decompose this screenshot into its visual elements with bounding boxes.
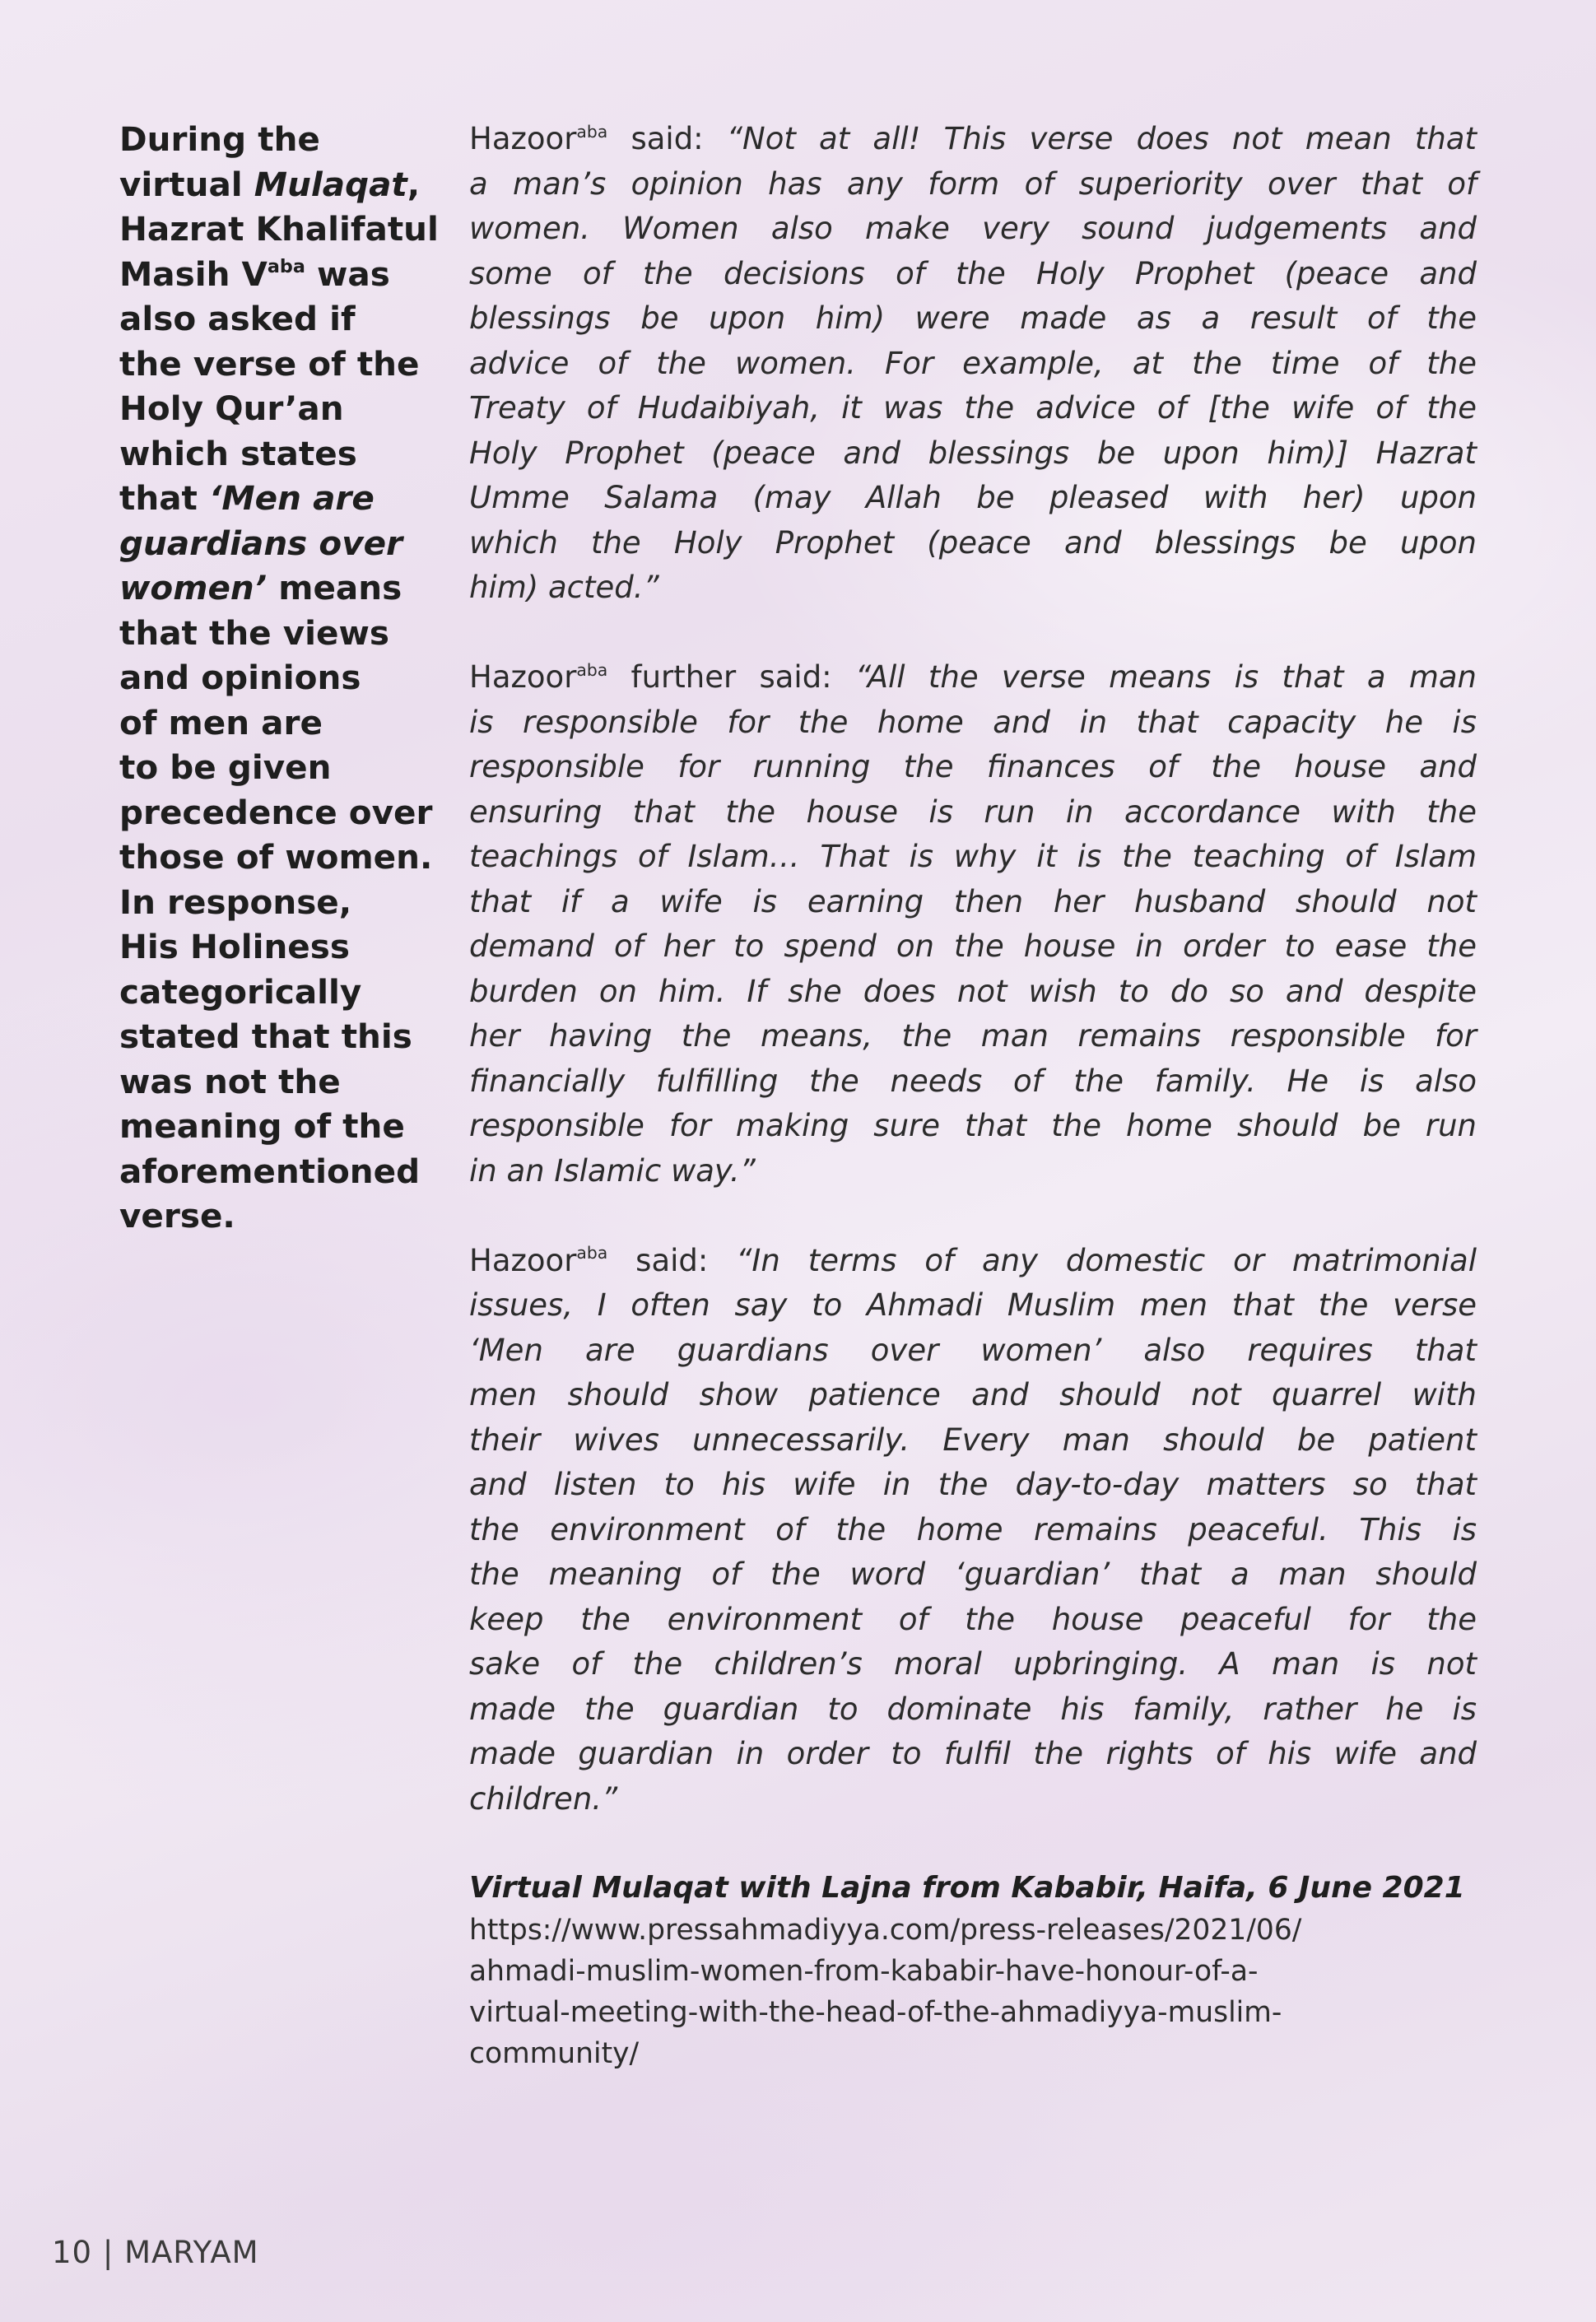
sidebar-line: the verse of the bbox=[119, 343, 420, 384]
sidebar-line: was not the bbox=[119, 1061, 341, 1101]
sidebar-line: and opinions bbox=[119, 658, 361, 697]
speaker-verb: further said: bbox=[607, 659, 855, 695]
sidebar-line: Holy Qur’an bbox=[119, 389, 344, 428]
paragraph-line: him) acted.” bbox=[469, 570, 659, 605]
paragraph-line: Hazoor$^{aba}$ said: “Not at all! This verse does not mean that bbox=[469, 121, 1477, 156]
speaker-name: Hazoor bbox=[469, 1242, 577, 1278]
paragraph-line: her having the means, the man remains responsible for bbox=[469, 1018, 1477, 1054]
paragraph-line: advice of the women. For example, at the time of the bbox=[469, 345, 1477, 381]
paragraph-line: which the Holy Prophet (peace and blessings be upon bbox=[469, 524, 1477, 561]
sidebar-emphasis: Mulaqat bbox=[254, 164, 407, 204]
source-url[interactable] bbox=[469, 1910, 1477, 2074]
source-url-line[interactable]: https://www.pressahmadiyya.com/press-releases/2021/06/ bbox=[469, 1913, 1302, 1947]
paragraph-line: some of the decisions of the Holy Prophet (peace and bbox=[469, 255, 1477, 291]
speaker-name: Hazoor bbox=[469, 121, 577, 156]
source-url-line[interactable]: community/ bbox=[469, 2036, 640, 2070]
paragraph-line: Hazoor$^{aba}$ said: “In terms of any domestic or matrimonial bbox=[469, 1242, 1477, 1278]
paragraph-line: responsible for running the finances of the house and bbox=[469, 749, 1477, 784]
honorific-superscript: aba bbox=[576, 1243, 608, 1263]
sidebar-line: also asked if bbox=[119, 299, 356, 338]
sidebar-line: that the views bbox=[119, 612, 390, 653]
quote-paragraph-1 bbox=[469, 117, 1477, 611]
paragraph-line: children.” bbox=[469, 1780, 618, 1817]
paragraph-line: men should show patience and should not quarrel with bbox=[469, 1377, 1477, 1412]
honorific-superscript: aba bbox=[267, 255, 305, 277]
paragraph-line: women. Women also make very sound judgements and bbox=[469, 211, 1477, 246]
sidebar-line: During the bbox=[119, 119, 320, 159]
speaker-name: Hazoor bbox=[469, 659, 577, 695]
paragraph-line: that if a wife is earning then her husband should not bbox=[469, 883, 1477, 919]
sidebar-line: virtual Mulaqat, bbox=[119, 164, 421, 204]
paragraph-line: made guardian in order to fulfil the rights of his wife and bbox=[469, 1736, 1477, 1771]
paragraph-line: Holy Prophet (peace and blessings be upon him)] Hazrat bbox=[469, 435, 1477, 471]
sidebar-line: categorically bbox=[119, 971, 362, 1012]
sidebar-line: of men are bbox=[119, 702, 323, 742]
paragraph-line: responsible for making sure that the home should be run bbox=[469, 1108, 1477, 1143]
speaker-verb: said: bbox=[607, 121, 727, 156]
source-title: Virtual Mulaqat with Lajna from Kababir, Haifa, 6 June 2021 bbox=[469, 1870, 1465, 1905]
sidebar-line: stated that this bbox=[119, 1017, 412, 1056]
paragraph-line: Treaty of Hudaibiyah, it was the advice of [the wife of the bbox=[469, 390, 1477, 426]
paragraph-line: financially fulfilling the needs of the family. He is also bbox=[469, 1063, 1477, 1099]
paragraph-line: issues, I often say to Ahmadi Muslim men that the verse bbox=[469, 1287, 1477, 1323]
paragraph-line: demand of her to spend on the house in order to ease the bbox=[469, 928, 1477, 964]
sidebar-line: aforementioned bbox=[119, 1151, 421, 1191]
sidebar-emphasis: guardians over bbox=[119, 523, 403, 563]
sidebar-line: Masih $V^{aba}$ was bbox=[119, 254, 390, 294]
paragraph-line: a man’s opinion has any form of superiority over that of bbox=[469, 165, 1477, 202]
sidebar-line bbox=[119, 521, 440, 566]
paragraph-line: is responsible for the home and in that capacity he is bbox=[469, 704, 1477, 740]
honorific-superscript: aba bbox=[576, 659, 608, 680]
sidebar-line: verse. bbox=[119, 1196, 235, 1235]
quote-paragraph-3 bbox=[469, 1239, 1477, 1822]
sidebar-emphasis: ‘Men are bbox=[208, 478, 375, 518]
paragraph-line: their wives unnecessarily. Every man should be patient bbox=[469, 1422, 1477, 1458]
source-url-line[interactable]: virtual-meeting-with-the-head-of-the-ahmadiyya-muslim- bbox=[469, 1995, 1282, 2029]
paragraph-line: sake of the children’s moral upbringing. A man is not bbox=[469, 1646, 1477, 1682]
sidebar-line: which states bbox=[119, 433, 357, 473]
paragraph-line: ‘Men are guardians over women’ also requires that bbox=[469, 1332, 1477, 1368]
paragraph-line: keep the environment of the house peaceful for the bbox=[469, 1601, 1477, 1637]
paragraph-line: blessings be upon him) were made as a result of the bbox=[469, 300, 1477, 336]
sidebar-pull-quote bbox=[119, 117, 440, 1239]
quote-paragraph-2 bbox=[469, 655, 1477, 1194]
source-url-line[interactable]: ahmadi-muslim-women-from-kababir-have-honour-of-a- bbox=[469, 1954, 1259, 1988]
paragraph-line: teachings of Islam… That is why it is the teaching of Islam bbox=[469, 839, 1477, 874]
speaker-verb: said: bbox=[607, 1242, 737, 1278]
paragraph-line: burden on him. If she does not wish to do so and despite bbox=[469, 973, 1477, 1009]
sidebar-line: women’ means bbox=[119, 568, 402, 607]
sidebar-line: Hazrat Khalifatul bbox=[119, 209, 439, 249]
sidebar-line: meaning of the bbox=[119, 1106, 405, 1146]
paragraph-line: Umme Salama (may Allah be pleased with her) upon bbox=[469, 480, 1477, 515]
paragraph-line: the meaning of the word ‘guardian’ that a man should bbox=[469, 1557, 1477, 1592]
sidebar-line: those of women. bbox=[119, 837, 433, 877]
sidebar-line: to be given bbox=[119, 747, 332, 787]
sidebar-line: In response, bbox=[119, 882, 352, 922]
sidebar-line: His Holiness bbox=[119, 927, 350, 966]
source-citation bbox=[469, 1867, 1477, 2074]
honorific-superscript: aba bbox=[576, 121, 608, 142]
paragraph-line: in an Islamic way.” bbox=[469, 1152, 756, 1189]
paragraph-line: ensuring that the house is run in accordance with the bbox=[469, 793, 1477, 830]
paragraph-line: the environment of the home remains peaceful. This is bbox=[469, 1511, 1477, 1547]
paragraph-line: Hazoor$^{aba}$ further said: “All the verse means is that a man bbox=[469, 659, 1477, 695]
sidebar-line: precedence over bbox=[119, 792, 433, 832]
paragraph-line: made the guardian to dominate his family, rather he is bbox=[469, 1691, 1477, 1727]
article-body bbox=[469, 117, 1477, 2074]
sidebar-line: that ‘Men are bbox=[119, 478, 375, 518]
sidebar-emphasis: women’ bbox=[119, 568, 268, 607]
page-footer: 10 | MARYAM bbox=[52, 2235, 259, 2270]
paragraph-line: and listen to his wife in the day-to-day matters so that bbox=[469, 1467, 1477, 1502]
